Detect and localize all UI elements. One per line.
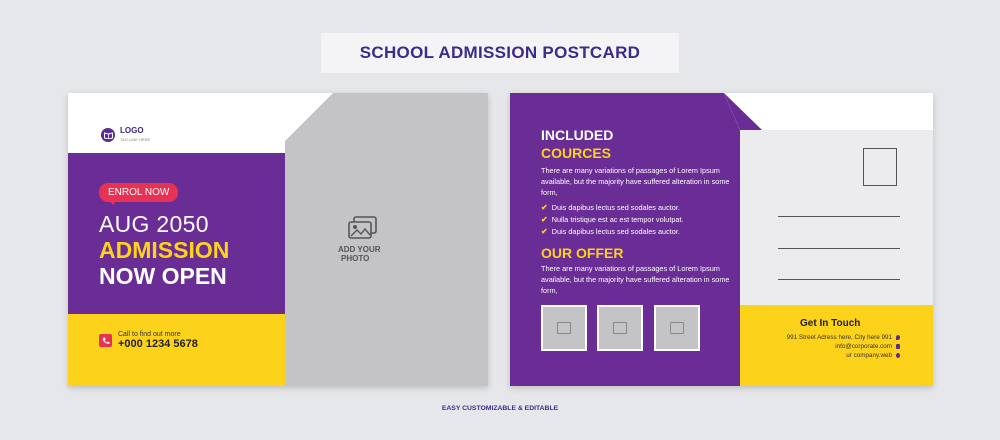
image-placeholder-icon (670, 322, 684, 334)
check-item-text: Duis dapibus lectus sed sodales auctor. (551, 226, 680, 236)
email-text: info@corporate.com (835, 343, 892, 350)
get-in-touch-heading: Get In Touch (800, 318, 861, 329)
courses-description: There are many variations of passages of Lorem Ipsum available, but the majority have suffered alteration in some form, (541, 166, 730, 197)
postcard-front (68, 93, 488, 386)
address-line (778, 248, 900, 249)
check-item (541, 225, 684, 237)
course-checklist (541, 201, 684, 237)
call-info (99, 331, 198, 350)
image-placeholder-icon (557, 322, 571, 334)
web-text: ur company.web (846, 352, 892, 359)
call-label: Call to find out more (118, 331, 181, 338)
enrol-now-badge[interactable]: ENROL NOW (99, 183, 178, 202)
add-photo-line-2: PHOTO (341, 254, 370, 263)
add-photo-label (338, 245, 398, 263)
add-photo-line-1: ADD YOUR (338, 245, 381, 254)
title-banner (321, 33, 679, 73)
footer-caption: EASY CUSTOMIZABLE & EDITABLE (441, 405, 559, 412)
check-icon: ✔ (541, 214, 548, 224)
school-logo (101, 126, 150, 144)
offer-photo-1 (541, 305, 587, 351)
globe-icon (896, 353, 900, 358)
contact-address (787, 334, 900, 341)
mail-icon (896, 344, 900, 349)
offer-photo-2 (597, 305, 643, 351)
courses-heading: COURCES (541, 145, 612, 161)
address-text: 991 Street Adress here, City here 991 (786, 334, 892, 341)
admission-heading: ADMISSION (99, 237, 230, 263)
check-item-text: Duis dapibus lectus sed sodales auctor. (551, 202, 680, 212)
offer-heading: OUR OFFER (541, 245, 624, 261)
image-placeholder-icon (348, 216, 378, 240)
address-line (778, 216, 900, 217)
check-icon: ✔ (541, 226, 548, 236)
logo-tagline: TAG LINE HERE (120, 137, 151, 142)
contact-web (846, 352, 900, 359)
postcard-back (510, 93, 933, 386)
included-heading: INCLUDED (541, 127, 614, 143)
check-item (541, 213, 684, 225)
check-item-text: Nulla tristique est ac est tempor volutpat. (551, 214, 684, 224)
banner-title: SCHOOL ADMISSION POSTCARD (359, 43, 641, 62)
admission-date: AUG 2050 (99, 211, 209, 237)
address-line (778, 279, 900, 280)
phone-icon (99, 334, 112, 347)
phone-number: +000 1234 5678 (118, 338, 198, 350)
location-icon (896, 335, 900, 340)
book-icon (101, 128, 115, 142)
contact-email (835, 343, 900, 350)
image-placeholder-icon (613, 322, 627, 334)
check-item (541, 201, 684, 213)
offer-photo-3 (654, 305, 700, 351)
now-open-heading: NOW OPEN (99, 263, 227, 289)
enrol-badge-tail (108, 199, 118, 205)
stamp-box (863, 148, 897, 186)
offer-description: There are many variations of passages of Lorem Ipsum available, but the majority have suffered alteration in some form, (541, 264, 730, 295)
check-icon: ✔ (541, 202, 548, 212)
logo-text: LOGO (120, 126, 144, 135)
